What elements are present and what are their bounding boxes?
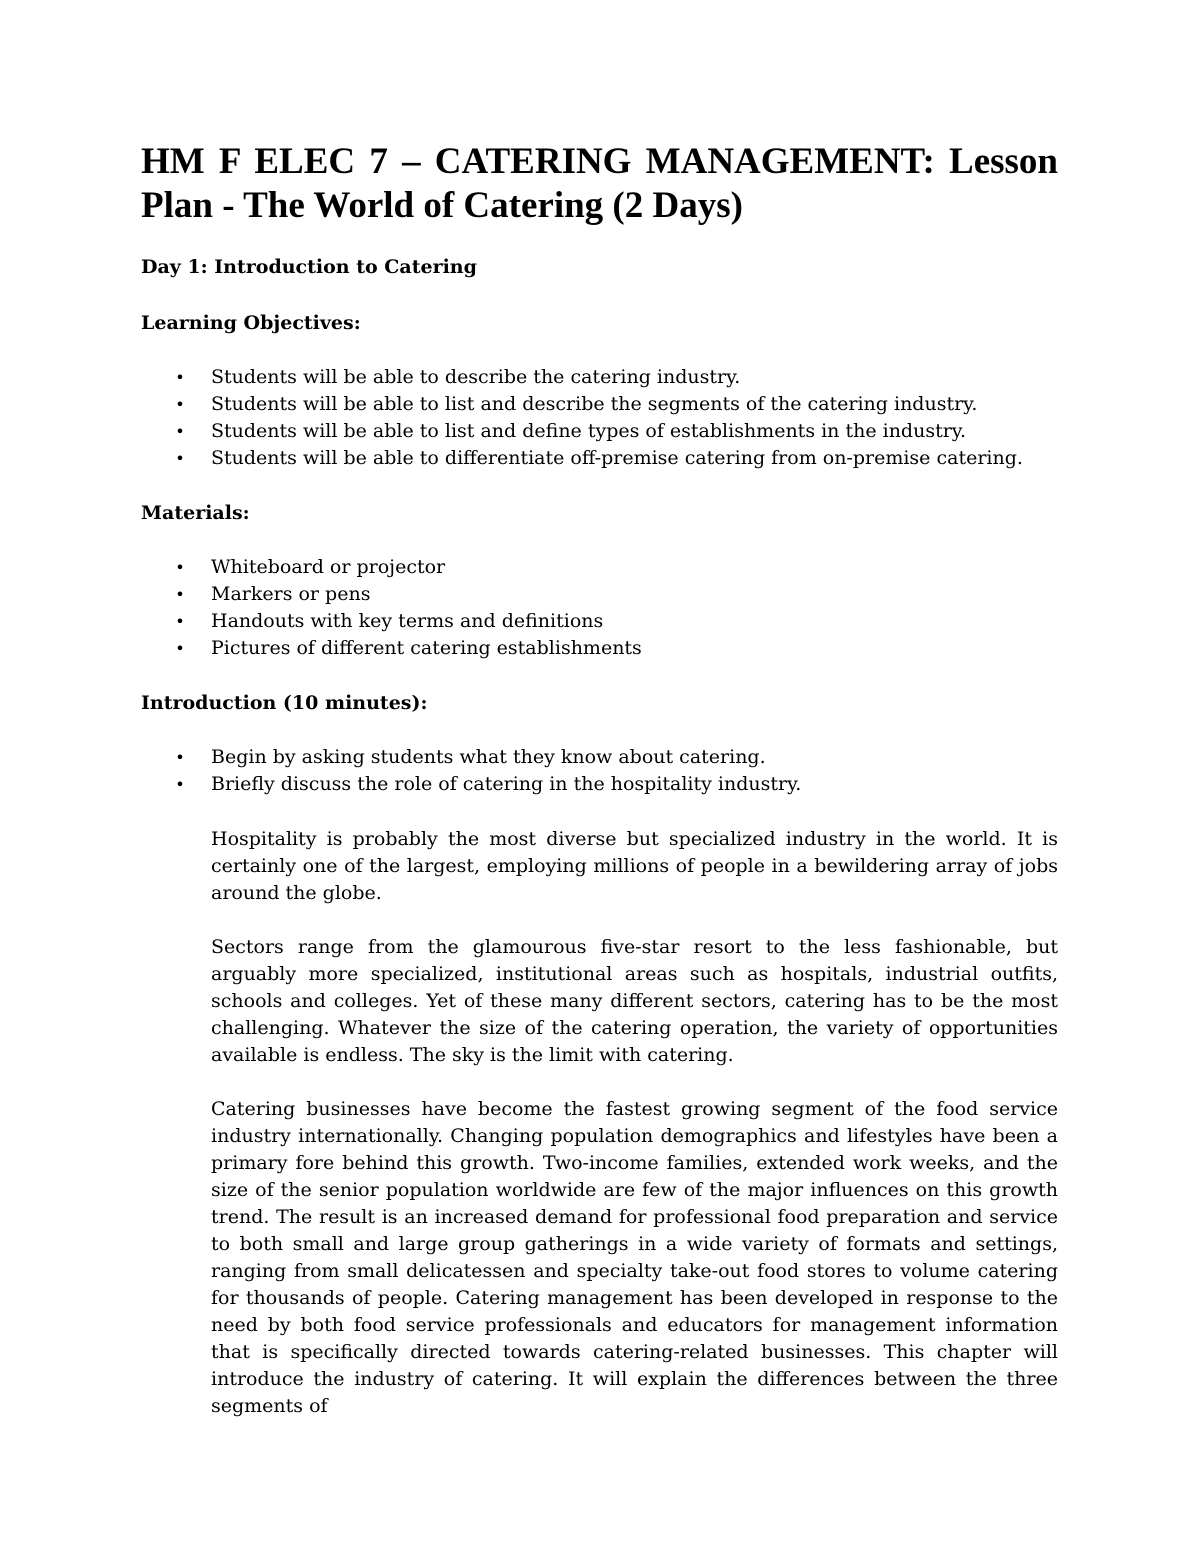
list-item-text: Students will be able to describe the catering industry.	[211, 366, 741, 388]
list-item	[141, 364, 1058, 391]
introduction-heading: Introduction (10 minutes):	[141, 692, 428, 714]
list-item-text: Pictures of different catering establishments	[211, 637, 642, 659]
list-item-text: Students will be able to list and describe the segments of the catering industry.	[211, 393, 978, 415]
bullet-icon: •	[175, 639, 185, 658]
body-paragraph: Hospitality is probably the most diverse but specialized industry in the world. It is certainly one of the largest, employing millions of people in a bewildering array of jobs around the globe.	[211, 828, 1058, 904]
document-title: HM F ELEC 7 – CATERING MANAGEMENT: Lesson Plan - The World of Catering (2 Days)	[141, 141, 1058, 226]
bullet-icon: •	[175, 612, 185, 631]
bullet-icon: •	[175, 368, 185, 387]
day1-heading: Day 1: Introduction to Catering	[141, 256, 477, 278]
bullet-icon: •	[175, 449, 185, 468]
materials-list	[141, 554, 1058, 662]
bullet-icon: •	[175, 395, 185, 414]
list-item	[141, 391, 1058, 418]
body-paragraph: Sectors range from the glamourous five-star resort to the less fashionable, but arguably more specialized, institutional areas such as hospitals, industrial outfits, schools and colleges. Yet of these many different sectors, catering has to be the most challenging. Whatever the size of the catering operation, the variety of opportunities available is endless. The sky is the limit with catering.	[211, 936, 1058, 1066]
list-item	[141, 608, 1058, 635]
materials-heading: Materials:	[141, 502, 250, 524]
list-item	[141, 445, 1058, 472]
bullet-icon: •	[175, 558, 185, 577]
introduction-list	[141, 744, 1058, 798]
list-item	[141, 771, 1058, 798]
list-item	[141, 744, 1058, 771]
body-paragraph: Catering businesses have become the fastest growing segment of the food service industry internationally. Changing population demographics and lifestyles have been a primary fore behind this growth. Two-income families, extended work weeks, and the size of the senior population worldwide are few of the major influences on this growth trend. The result is an increased demand for professional food preparation and service to both small and large group gatherings in a wide variety of formats and settings, ranging from small delicatessen and specialty take-out food stores to volume catering for thousands of people. Catering management has been developed in response to the need by both food service professionals and educators for management information that is specifically directed towards catering-related businesses. This chapter will introduce the industry of catering. It will explain the differences between the three segments of	[211, 1098, 1058, 1417]
objectives-heading: Learning Objectives:	[141, 312, 361, 334]
list-item-text: Students will be able to differentiate off-premise catering from on-premise catering.	[211, 447, 1023, 469]
bullet-icon: •	[175, 585, 185, 604]
bullet-icon: •	[175, 748, 185, 767]
list-item-text: Students will be able to list and define types of establishments in the industry.	[211, 420, 967, 442]
document-page	[141, 140, 1058, 1447]
list-item	[141, 581, 1058, 608]
list-item	[141, 418, 1058, 445]
list-item-text: Whiteboard or projector	[211, 556, 446, 578]
objectives-list	[141, 364, 1058, 472]
list-item-text: Begin by asking students what they know about catering.	[211, 746, 766, 768]
list-item	[141, 554, 1058, 581]
list-item-text: Markers or pens	[211, 583, 371, 605]
list-item-text: Briefly discuss the role of catering in the hospitality industry.	[211, 773, 802, 795]
bullet-icon: •	[175, 422, 185, 441]
list-item	[141, 635, 1058, 662]
list-item-text: Handouts with key terms and definitions	[211, 610, 604, 632]
bullet-icon: •	[175, 775, 185, 794]
